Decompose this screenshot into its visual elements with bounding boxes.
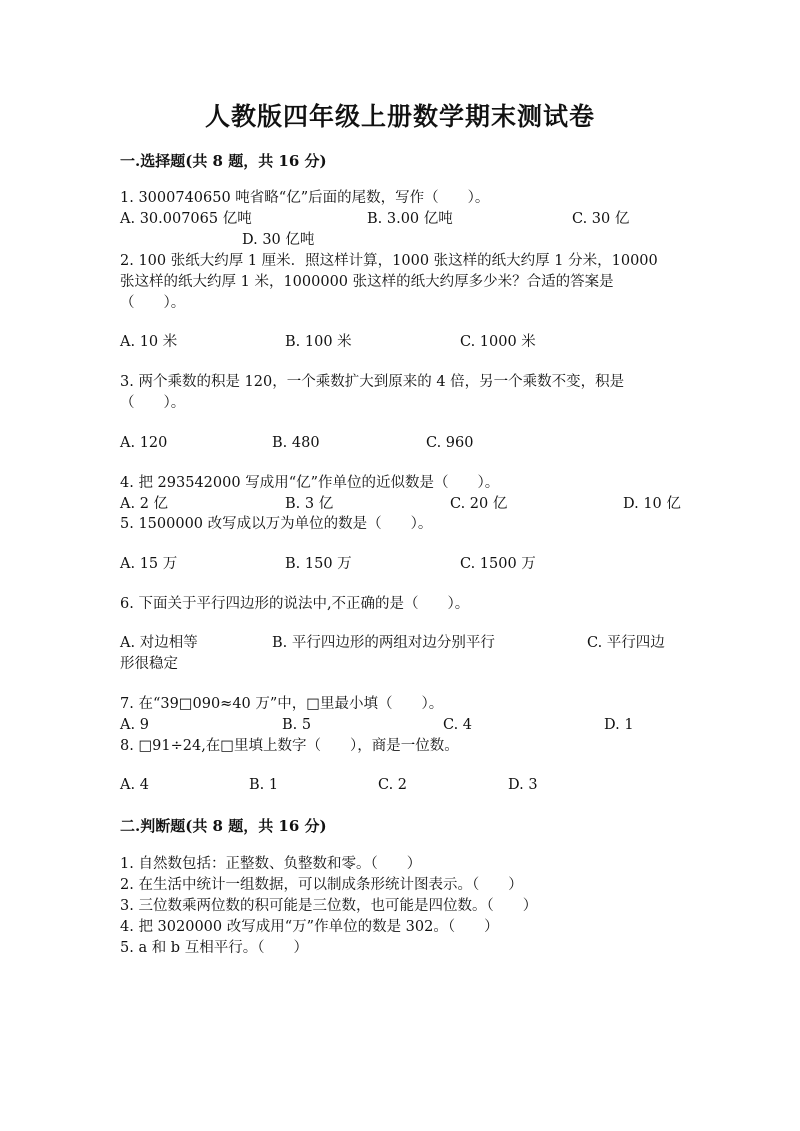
q4-stem: 4. 把 293542000 写成用“亿”作单位的近似数是（ ）。	[120, 475, 500, 491]
q5-option-a: A. 15 万	[120, 556, 178, 572]
judge-item-3: 3. 三位数乘两位数的积可能是三位数，也可能是四位数。（ ）	[120, 898, 538, 914]
page-title: 人教版四年级上册数学期末测试卷	[204, 102, 595, 131]
q3-stem-line-1: 3. 两个乘数的积是 120，一个乘数扩大到原来的 4 倍，另一个乘数不变，积是	[120, 374, 625, 390]
q3-option-c: C. 960	[426, 435, 474, 451]
q8-option-c: C. 2	[378, 777, 408, 793]
q4-option-a: A. 2 亿	[120, 496, 169, 512]
q8-stem: 8. □91÷24,在□里填上数字（ ），商是一位数。	[120, 738, 459, 754]
q2-option-b: B. 100 米	[285, 334, 352, 350]
section-heading-judgement: 二.判断题(共 8 题，共 16 分)	[120, 817, 327, 835]
section-heading-choice: 一.选择题(共 8 题，共 16 分)	[120, 152, 327, 170]
q8-option-b: B. 1	[249, 777, 279, 793]
q4-option-b: B. 3 亿	[285, 496, 334, 512]
q2-stem-line-2: 张这样的纸大约厚 1 米，1000000 张这样的纸大约厚多少米？合适的答案是	[120, 274, 614, 290]
judge-item-2: 2. 在生活中统计一组数据，可以制成条形统计图表示。（ ）	[120, 877, 523, 893]
q1-stem: 1. 3000740650 吨省略“亿”后面的尾数，写作（ ）。	[120, 190, 490, 206]
q6-stem: 6. 下面关于平行四边形的说法中,不正确的是（ ）。	[120, 596, 470, 612]
q1-option-a: A. 30.007065 亿吨	[120, 211, 252, 227]
q1-option-c: C. 30 亿	[572, 211, 630, 227]
q6-option-c-wrap: 形很稳定	[120, 656, 178, 672]
judge-item-4: 4. 把 3020000 改写成用“万”作单位的数是 302。（ ）	[120, 919, 499, 935]
q7-option-c: C. 4	[443, 717, 473, 733]
q1-option-d: D. 30 亿吨	[242, 232, 315, 248]
q3-option-a: A. 120	[120, 435, 168, 451]
q4-option-d: D. 10 亿	[623, 496, 681, 512]
q7-stem: 7. 在“39□090≈40 万”中，□里最小填（ ）。	[120, 696, 444, 712]
q4-option-c: C. 20 亿	[450, 496, 508, 512]
q3-option-b: B. 480	[272, 435, 320, 451]
q1-option-b: B. 3.00 亿吨	[367, 211, 453, 227]
q2-stem-line-3: （ ）。	[120, 295, 186, 311]
q6-option-b: B. 平行四边形的两组对边分别平行	[272, 635, 495, 651]
q8-option-a: A. 4	[120, 777, 149, 793]
q6-option-c: C. 平行四边	[587, 635, 665, 651]
q7-option-d: D. 1	[604, 717, 634, 733]
q6-option-a: A. 对边相等	[120, 635, 198, 651]
q5-stem: 5. 1500000 改写成以万为单位的数是（ ）。	[120, 516, 433, 532]
q8-option-d: D. 3	[508, 777, 538, 793]
q5-option-b: B. 150 万	[285, 556, 352, 572]
judge-item-1: 1. 自然数包括：正整数、负整数和零。（ ）	[120, 856, 422, 872]
q7-option-a: A. 9	[120, 717, 149, 733]
q5-option-c: C. 1500 万	[460, 556, 536, 572]
q2-option-c: C. 1000 米	[460, 334, 536, 350]
q2-option-a: A. 10 米	[120, 334, 178, 350]
q7-option-b: B. 5	[282, 717, 312, 733]
q2-stem-line-1: 2. 100 张纸大约厚 1 厘米．照这样计算，1000 张这样的纸大约厚 1 分米，10000	[120, 253, 658, 269]
judge-item-5: 5. a 和 b 互相平行。（ ）	[120, 940, 308, 956]
q3-stem-line-2: （ ）。	[120, 395, 186, 411]
